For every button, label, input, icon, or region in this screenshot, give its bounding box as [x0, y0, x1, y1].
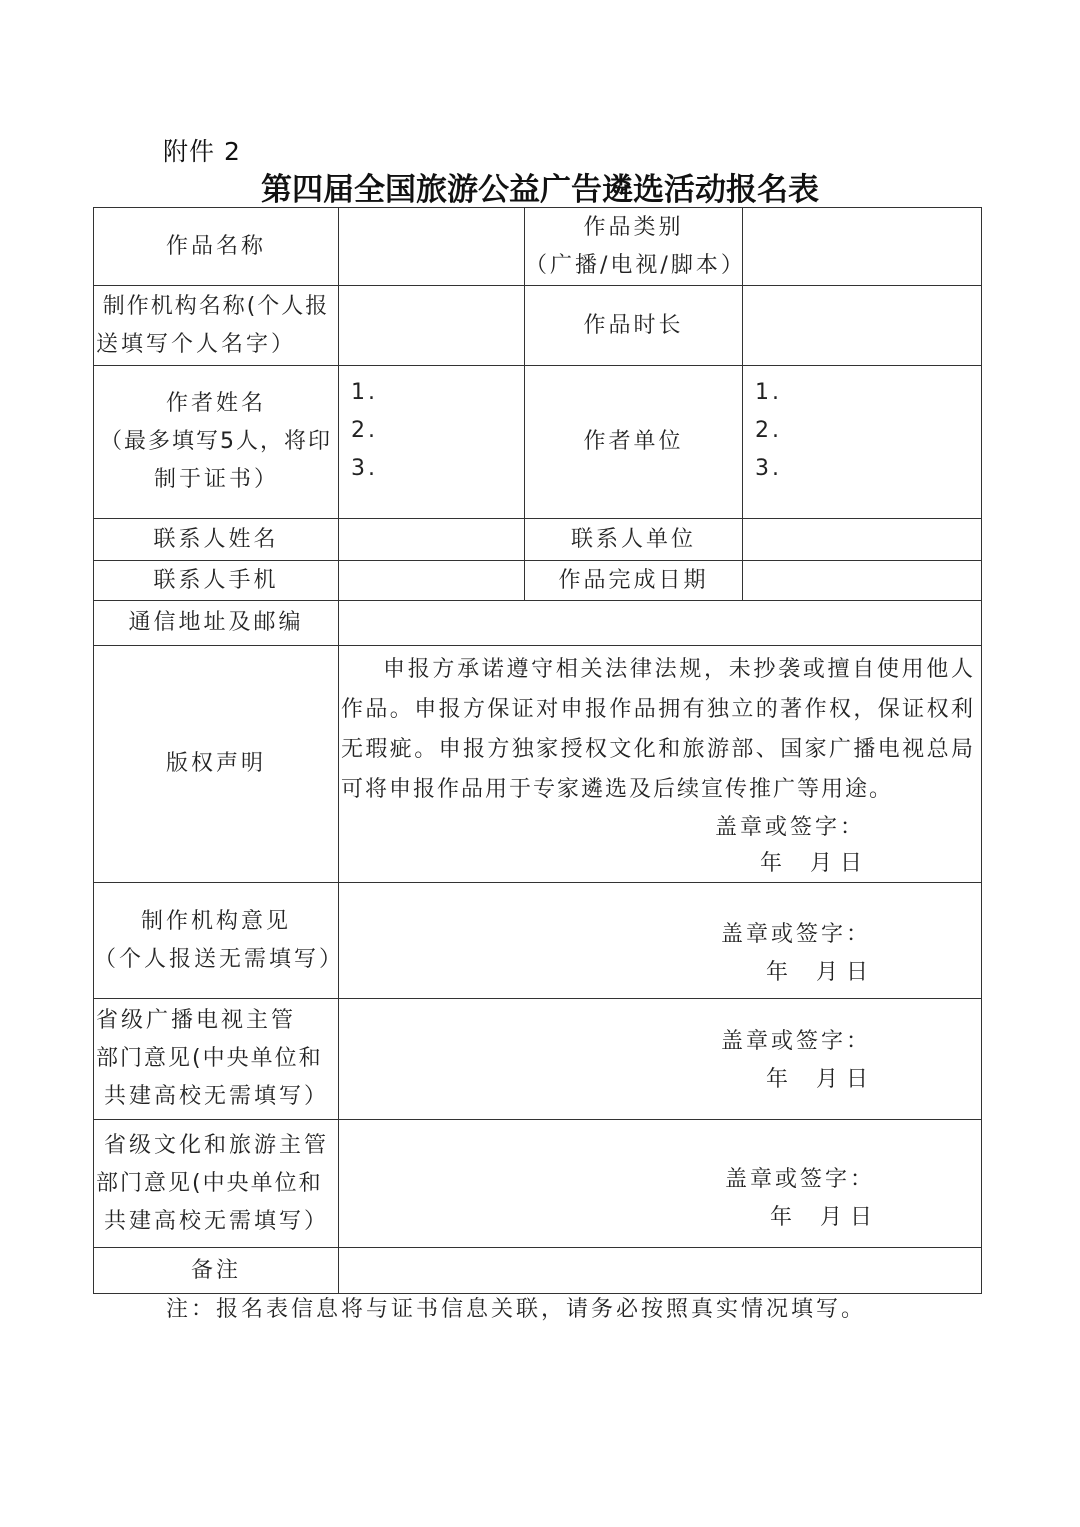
row-producer — [94, 286, 982, 366]
label-contact-unit: 联系人单位 — [525, 519, 743, 561]
date-year: 年 — [769, 1205, 795, 1230]
unit-number-1: 1. — [755, 380, 782, 405]
row-remarks — [94, 1248, 982, 1294]
input-producer[interactable] — [339, 286, 525, 366]
row-work-name — [94, 208, 982, 286]
culture-opinion-cell[interactable] — [339, 1120, 982, 1248]
input-remarks[interactable] — [339, 1248, 982, 1294]
date-month: 月 — [819, 1205, 845, 1230]
label-broadcast-opinion-line2: 部门意见(中央单位和 — [96, 1046, 323, 1071]
label-work-category — [525, 208, 746, 286]
label-culture-opinion-line1: 省级文化和旅游主管 — [104, 1132, 330, 1158]
label-work-category-line2: （广播/电视/脚本） — [525, 252, 746, 278]
input-contact-phone[interactable] — [339, 561, 525, 601]
copyright-statement-cell — [339, 646, 982, 883]
author-number-1: 1. — [351, 380, 378, 405]
label-completion-date: 作品完成日期 — [525, 561, 743, 601]
label-author-unit: 作者单位 — [525, 366, 743, 519]
author-number-2: 2. — [351, 418, 378, 443]
input-work-category[interactable] — [743, 208, 982, 286]
date-month: 月 — [815, 960, 841, 985]
input-author-unit[interactable] — [743, 366, 982, 519]
label-producer-line2: 送填写个人名字） — [96, 331, 297, 357]
producer-seal-label: 盖章或签字： — [720, 922, 871, 947]
broadcast-opinion-cell[interactable] — [339, 999, 982, 1120]
producer-date — [339, 954, 871, 992]
broadcast-seal-label: 盖章或签字： — [720, 1029, 871, 1054]
row-contact-phone — [94, 561, 982, 601]
row-culture-opinion — [94, 1120, 982, 1248]
input-work-duration[interactable] — [743, 286, 982, 366]
label-producer-opinion-line1: 制作机构意见 — [140, 908, 291, 934]
date-day: 日 — [845, 1067, 871, 1092]
label-address: 通信地址及邮编 — [94, 601, 339, 646]
label-producer — [94, 286, 339, 366]
date-day: 日 — [845, 960, 871, 985]
input-contact-unit[interactable] — [743, 519, 982, 561]
label-authors-line2: （最多填写5人，将印 — [100, 429, 332, 454]
date-year: 年 — [765, 1067, 791, 1092]
date-day: 日 — [839, 851, 865, 876]
label-producer-line1: 制作机构名称(个人报 — [102, 293, 330, 319]
label-producer-opinion — [94, 883, 345, 999]
date-day: 日 — [849, 1205, 875, 1230]
label-broadcast-opinion — [94, 999, 339, 1120]
label-broadcast-opinion-line1: 省级广播电视主管 — [96, 1008, 297, 1033]
copyright-signature — [341, 810, 975, 882]
input-completion-date[interactable] — [743, 561, 982, 601]
form-title: 第四届全国旅游公益广告遴选活动报名表 — [261, 172, 819, 208]
input-work-name[interactable] — [339, 208, 525, 286]
label-culture-opinion-line3: 共建高校无需填写） — [104, 1208, 330, 1234]
copyright-date — [341, 846, 865, 882]
date-month: 月 — [815, 1067, 841, 1092]
copyright-seal-label: 盖章或签字： — [714, 815, 865, 840]
unit-number-3: 3. — [755, 456, 782, 481]
label-culture-opinion — [94, 1120, 339, 1248]
producer-opinion-cell[interactable] — [339, 883, 982, 999]
label-work-category-line1: 作品类别 — [583, 214, 684, 240]
row-authors — [94, 366, 982, 519]
label-authors — [94, 366, 339, 519]
author-number-3: 3. — [351, 456, 378, 481]
label-culture-opinion-line2: 部门意见(中央单位和 — [96, 1170, 323, 1196]
label-work-duration: 作品时长 — [525, 286, 743, 366]
date-year: 年 — [759, 851, 785, 876]
culture-seal-label: 盖章或签字： — [724, 1167, 875, 1192]
label-work-name: 作品名称 — [94, 208, 339, 286]
label-authors-line3: 制于证书） — [154, 467, 280, 492]
culture-date — [339, 1199, 875, 1237]
footnote: 注：报名表信息将与证书信息关联，请务必按照真实情况填写。 — [166, 1297, 867, 1322]
label-producer-opinion-line2: （个人报送无需填写） — [94, 946, 345, 972]
row-copyright — [94, 646, 982, 883]
row-address — [94, 601, 982, 646]
label-copyright: 版权声明 — [94, 646, 339, 883]
registration-form-table — [93, 207, 982, 1294]
date-month: 月 — [809, 851, 835, 876]
label-contact-phone: 联系人手机 — [94, 561, 339, 601]
label-remarks: 备注 — [94, 1248, 339, 1294]
input-contact-name[interactable] — [339, 519, 525, 561]
unit-number-2: 2. — [755, 418, 782, 443]
copyright-statement: 申报方承诺遵守相关法律法规，未抄袭或擅自使用他人作品。申报方保证对申报作品拥有独立的著作权，保证权利无瑕疵。申报方独家授权文化和旅游部、国家广播电视总局可将申报作品用于专家遴选及后续宣传推广等用途。 — [341, 657, 975, 802]
input-authors[interactable] — [339, 366, 525, 519]
broadcast-date — [339, 1061, 871, 1099]
attachment-label: 附件 2 — [163, 137, 241, 166]
row-contact-name — [94, 519, 982, 561]
label-broadcast-opinion-line3: 共建高校无需填写） — [104, 1084, 330, 1109]
input-address[interactable] — [339, 601, 982, 646]
row-broadcast-opinion — [94, 999, 982, 1120]
label-contact-name: 联系人姓名 — [94, 519, 339, 561]
row-producer-opinion — [94, 883, 982, 999]
label-authors-line1: 作者姓名 — [165, 391, 266, 416]
date-year: 年 — [765, 960, 791, 985]
